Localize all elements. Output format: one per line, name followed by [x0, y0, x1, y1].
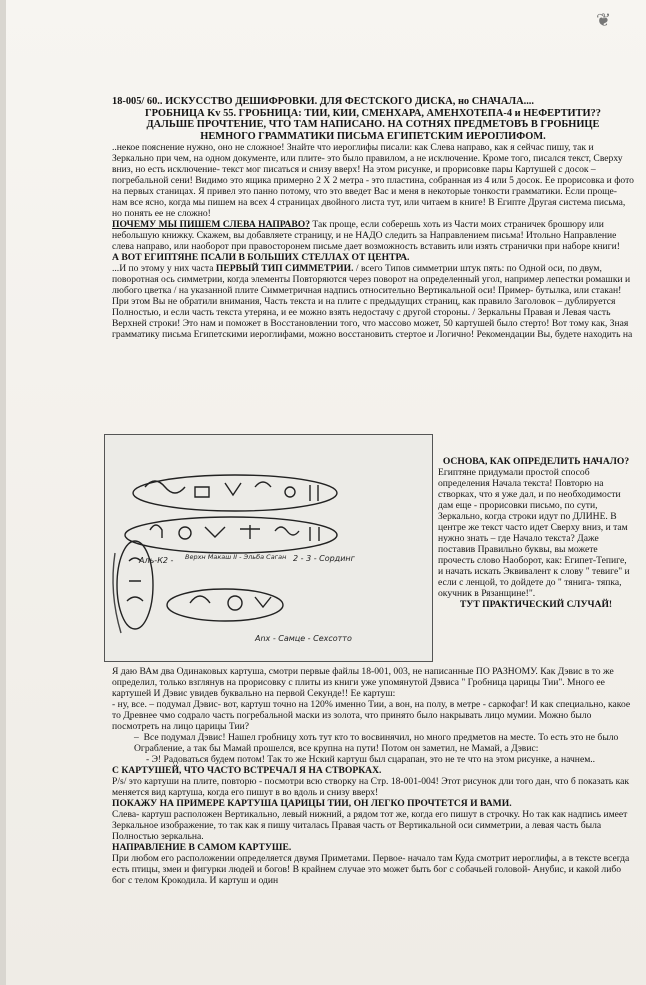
cartouche-vertical: [117, 541, 153, 629]
dash-item-1: – Все подумал Дэвис! Нашел гробницу хоть тут кто то восвинячил, но много предметов на месте. То есть это не было Ограбление, а так бы Мамай прошелся, все крупна на пути! Потом он заметил, не Мамай, а Дэвис:: [134, 732, 619, 754]
symmetry-paragraph: [112, 263, 634, 340]
why-heading: ПОЧЕМУ МЫ ПИШЕМ СЛЕВА НАПРАВО?: [112, 219, 310, 230]
intro-paragraph: ..некое пояснение нужно, оно не сложное! Знайте что иероглифы писали: как Слева направо, как я сейчас пишу, так и Зеркально при чем, на одном документе, или плите- это было правилом, а не исключение. Кроме того, писался текст, Сверху вниз, но есть исключение- текст мог писаться и снизу вверх! На этом рисунке, и прорисовке пары Картушей с досок – погребальной сени! Видимо это ящика примерно 2 Х 2 метра - это пластина, собранная из 4 или 5 досок. Ее прорисовка и фото на первых станицах. Я привел это панно потому, что это введет Вас и меня в некоторые тонкости грамматики. Если проще- нам все ясно, когда мы пишем на всех 4 страницах двойного листа тут, или читаем в книге! В Египте Другая система письма, но понять ее не сложно!: [112, 142, 634, 219]
scan-edge: [0, 0, 6, 985]
case-paragraph-1: Я даю ВАм два Одинаковых картуша, смотри первые файлы 18-001, 003, не написанные ПО РАЗНОМУ. Как Дэвис в то же определил, только взглянув на прорисовку с плиты из книги уже упомянутой Дэвиса " Гробница царицы Тии". Много ее картушей И Дэвис увидев буквально на первой Секунде!! Ее картуш:: [112, 666, 614, 699]
cartouche-drawing: [104, 434, 433, 662]
side-text: Египтяне придумали простой способ определения Начала текста! Повторю на створках, что я уже дал, и по необходимости дам еще - прорисовки письмо, по сути, Зеркально, когда строки идут по ДЛИНЕ. В центре же текст часто идет Сверху вниз, и там нужно знать – где Начало текста? Даже поставив Правильно буквы, вы можете прочесть слово Наоборот, как: Египет-Тепиге, и начать искать Эквивалент к слову " тевиге" и если с ленцой, то дойдете до " тянига- тяпка, окучник в Рязанщине!".: [438, 467, 630, 599]
side-column: [438, 456, 634, 610]
stella-heading: А ВОТ ЕГИПТЯНЕ ПСАЛИ В БОЛЬШИХ СТЕЛЛАХ ОТ ЦЕНТРА.: [112, 252, 410, 263]
case-heading: ТУТ ПРАКТИЧЕСКИЙ СЛУЧАЙ!: [459, 599, 613, 610]
caption-a: Аль-К2 -: [139, 556, 174, 565]
case-paragraph-3: P/s/ это картуши на плите, повторю - посмотри всю створку на Стр. 18-001-004! Этот рисунок дли того дан, что б показать как меняется вид картуша, когда его пишут в во вдоль и снизу вверх!: [112, 776, 630, 798]
header-line-2: ГРОБНИЦА Kv 55. ГРОБНИЦА: ТИИ, КИИ, СМЕНХАРА, АМЕНХОТЕПА-4 и НЕФЕРТИТИ??: [145, 107, 601, 119]
dash-item-1-text: Все подумал Дэвис! Нашел гробницу хоть тут кто то восвинячил, но много предметов на месте. То есть это не было Ограбление, а так бы Мамай прошелся, все крупна на пути! Потом он заметил, не Мамай, а Дэвис:: [134, 732, 619, 754]
caption-d: Anx - Самце - Сехсотто: [255, 634, 352, 643]
cartouche-heading: С КАРТУШЕЙ, ЧТО ЧАСТО ВСТРЕЧАЛ Я НА СТВОРКАХ.: [112, 765, 382, 776]
header-line-4: НЕМНОГО ГРАММАТИКИ ПИСЬМА ЕГИПЕТСКИМ ИЕРОГЛИФОМ.: [200, 130, 546, 142]
case-paragraph-4: Слева- картуш расположен Вертикально, левый нижний, а рядом тот же, когда его пишут в строчку. Но так как надпись имеет Зеркальное изображение, то так как я пишу читалась Правая часть от Вертикальной оси симметрии, а левая часть была Полностью зеркальна.: [112, 809, 628, 842]
case-paragraph-2: - ну, все. – подумал Дэвис- вот, картуш точно на 120% именно Тии, а вон, на полу, в метре - саркофаг! И как специально, какое то Древнее чмо содрало часть погребальной маски из золота, что принято было накрывать лицо мумии. Можно было посмотреть на лицо царицы Тии?: [112, 699, 631, 732]
case-paragraph-5: При любом его расположении определяется двумя Приметами. Первое- начало там Куда смотрит иероглифы, а в тексте всегда есть птицы, змеи и фигурки людей и богов! В крайнем случае это может быть бог с собачьей головой- Анубис, и какой либо бог с телом Крокодила. И картуш и один: [112, 853, 630, 886]
cartouche-bottom: [167, 589, 283, 621]
symmetry-heading: ПЕРВЫЙ ТИП СИММЕТРИИ.: [215, 263, 354, 274]
why-text: Так проще, если соберешь хоть из Части моих страничек брошюру или небольшую книжку. Скажем, вы добавляете страницу, и не НАДО следить за Направлением письма! Итольно Направление слева направо, или наоборот при правосторонем письме дает возможность вставить или изять странички при наборе книги!: [112, 219, 620, 252]
direction-heading: НАПРАВЛЕНИЕ В САМОМ КАРТУШЕ.: [112, 842, 292, 853]
caption-b: Верхн Макаш II - Эльба Саган: [185, 553, 287, 561]
caption-c: 2 - 3 - Сординг: [293, 554, 355, 563]
header-line-1: 18-005/ 60.. ИСКУССТВО ДЕШИФРОВКИ. ДЛЯ ФЕСТСКОГО ДИСКА, но СНАЧАЛА....: [112, 96, 534, 107]
symmetry-text-b: / всего Типов симметрии штук пять: по Одной оси, по двум, поворотная ось симметрии, когда элементы Повторяются через поворот на определенный угол, например лепестки ромашки и любого цветка / на указанной плите Симметричная надпись относительно Вертикальной оси! Пример- бутылка, или стакан! При этом Вы не обратили внимания, Часть текста и на плите с предыдущих страниц, как правило Заголовок – дублируется Полностью, и если часть текста утеряна, и ее можно взять недостачу с другой стороны. / Зеркальны Правая и Левая часть Верхней строки! Это нам и поможет в Восстановлении того, что массово может, 50 картушей было стерто! Вот тому как, Зная грамматику письма Египетскими иероглифами, можно восстановить стертое и Логично! Рекомендации Вы, будете находить на: [112, 263, 633, 340]
cartouche-middle: [125, 517, 337, 553]
main-text: [112, 96, 634, 340]
corner-mark-icon: ❦: [596, 10, 612, 30]
cartouche-sketch: [105, 435, 432, 661]
header-line-3: ДАЛЬШЕ ПРОЧТЕНИЕ, ЧТО ТАМ НАПИСАНО. НА СОТНЯХ ПРЕДМЕТОВЪ В ГРОБНИЦЕ: [146, 119, 600, 130]
dash-item-2: - Э! Радоваться будем потом! Так то же Нский картуш был сцарапан, это не те что на этом рисунке, а начнем..: [146, 754, 596, 765]
symmetry-text-a: ...И по этому у них часта: [112, 263, 216, 274]
why-paragraph: [112, 219, 634, 252]
side-heading: ОСНОВА, КАК ОПРЕДЕЛИТЬ НАЧАЛО?: [442, 456, 630, 467]
show-heading: ПОКАЖУ НА ПРИМЕРЕ КАРТУША ЦАРИЦЫ ТИИ, ОН ЛЕГКО ПРОЧТЕТСЯ И ВАМИ.: [112, 798, 512, 809]
lower-text: [112, 666, 634, 886]
